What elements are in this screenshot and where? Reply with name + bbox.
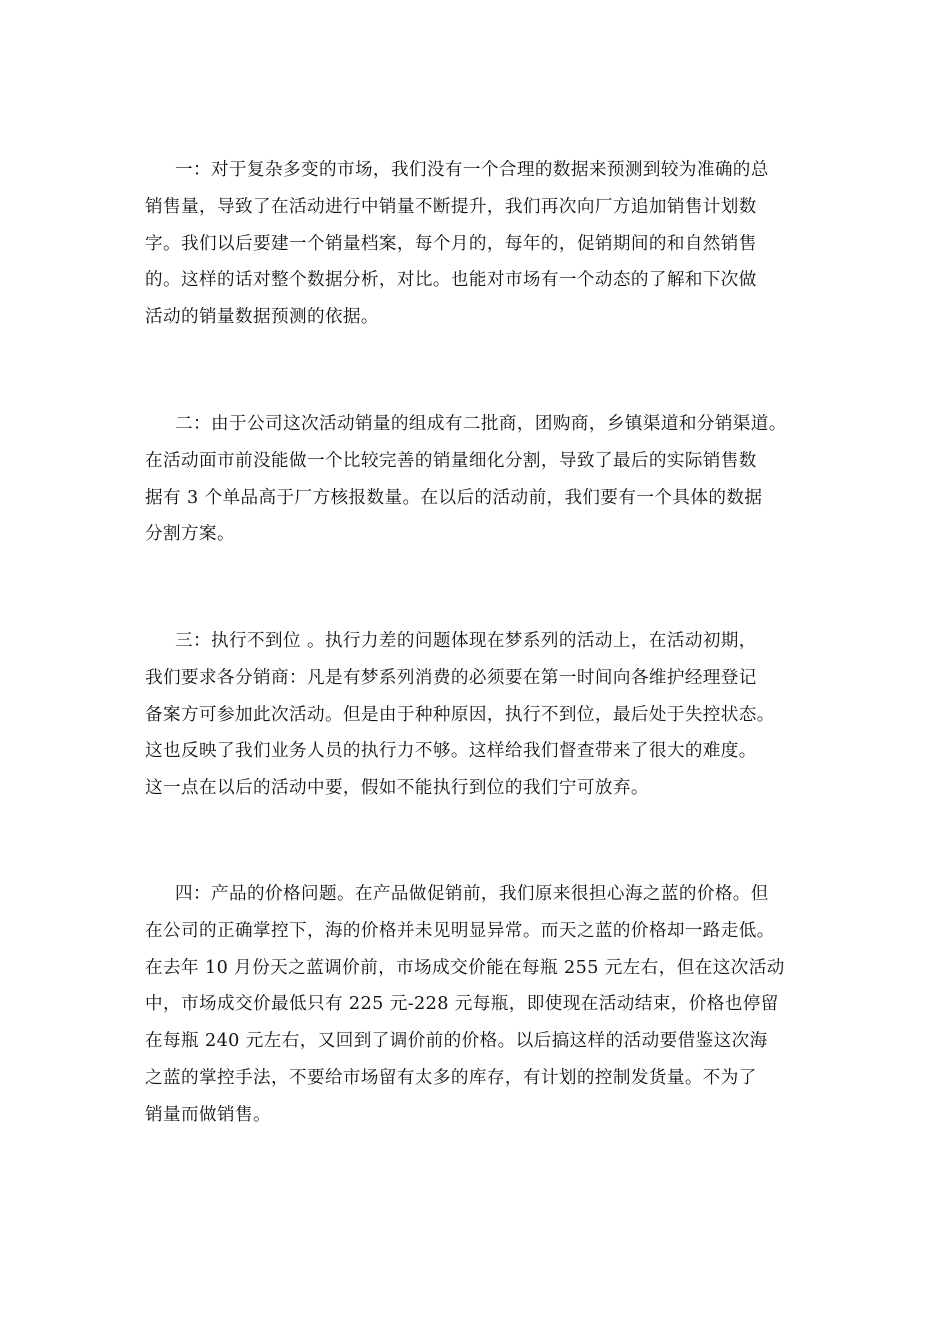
- paragraph-2: [145, 406, 845, 553]
- paragraph-line: 字。我们以后要建一个销量档案，每个月的，每年的，促销期间的和自然销售: [145, 233, 757, 254]
- paragraph-line: 这一点在以后的活动中要，假如不能执行到位的我们宁可放弃。: [145, 778, 649, 799]
- paragraph-1: [145, 152, 845, 336]
- paragraph-line: 一：对于复杂多变的市场，我们没有一个合理的数据来预测到较为准确的总: [175, 160, 769, 180]
- paragraph-line: 之蓝的掌控手法，不要给市场留有太多的库存，有计划的控制发货量。不为了: [145, 1067, 757, 1088]
- paragraph-line: 四：产品的价格问题。在产品做促销前，我们原来很担心海之蓝的价格。但: [175, 884, 769, 904]
- paragraph-line: 在公司的正确掌控下，海的价格并未见明显异常。而天之蓝的价格却一路走低。: [145, 920, 775, 941]
- paragraph-line: 活动的销量数据预测的依据。: [145, 307, 379, 328]
- paragraph-line: 在去年 10 月份天之蓝调价前，市场成交价能在每瓶 255 元左右，但在这次活动: [145, 957, 785, 978]
- paragraph-line: 备案方可参加此次活动。但是由于种种原因，执行不到位，最后处于失控状态。: [145, 704, 775, 725]
- paragraph-line: 这也反映了我们业务人员的执行力不够。这样给我们督查带来了很大的难度。: [145, 741, 757, 762]
- paragraph-line: 据有 3 个单品高于厂方核报数量。在以后的活动前，我们要有一个具体的数据: [145, 487, 763, 508]
- paragraph-line: 三：执行不到位 。执行力差的问题体现在梦系列的活动上，在活动初期，: [175, 631, 757, 651]
- paragraph-line: 销量而做销售。: [145, 1104, 271, 1125]
- paragraph-line: 在活动面市前没能做一个比较完善的销量细化分割，导致了最后的实际销售数: [145, 450, 757, 471]
- paragraph-line: 在每瓶 240 元左右，又回到了调价前的价格。以后搞这样的活动要借鉴这次海: [145, 1031, 768, 1052]
- paragraph-line: 分割方案。: [145, 524, 235, 545]
- paragraph-line: 的。这样的话对整个数据分析，对比。也能对市场有一个动态的了解和下次做: [145, 270, 757, 291]
- paragraph-3: [145, 623, 845, 807]
- paragraph-line: 二：由于公司这次活动销量的组成有二批商，团购商，乡镇渠道和分销渠道。: [175, 414, 787, 434]
- paragraph-line: 我们要求各分销商：凡是有梦系列消费的必须要在第一时间向各维护经理登记: [145, 667, 757, 688]
- paragraph-4: [145, 876, 845, 1134]
- paragraph-line: 销售量，导致了在活动进行中销量不断提升，我们再次向厂方追加销售计划数: [145, 196, 757, 217]
- paragraph-line: 中，市场成交价最低只有 225 元-228 元每瓶，即使现在活动结束，价格也停留: [145, 994, 779, 1015]
